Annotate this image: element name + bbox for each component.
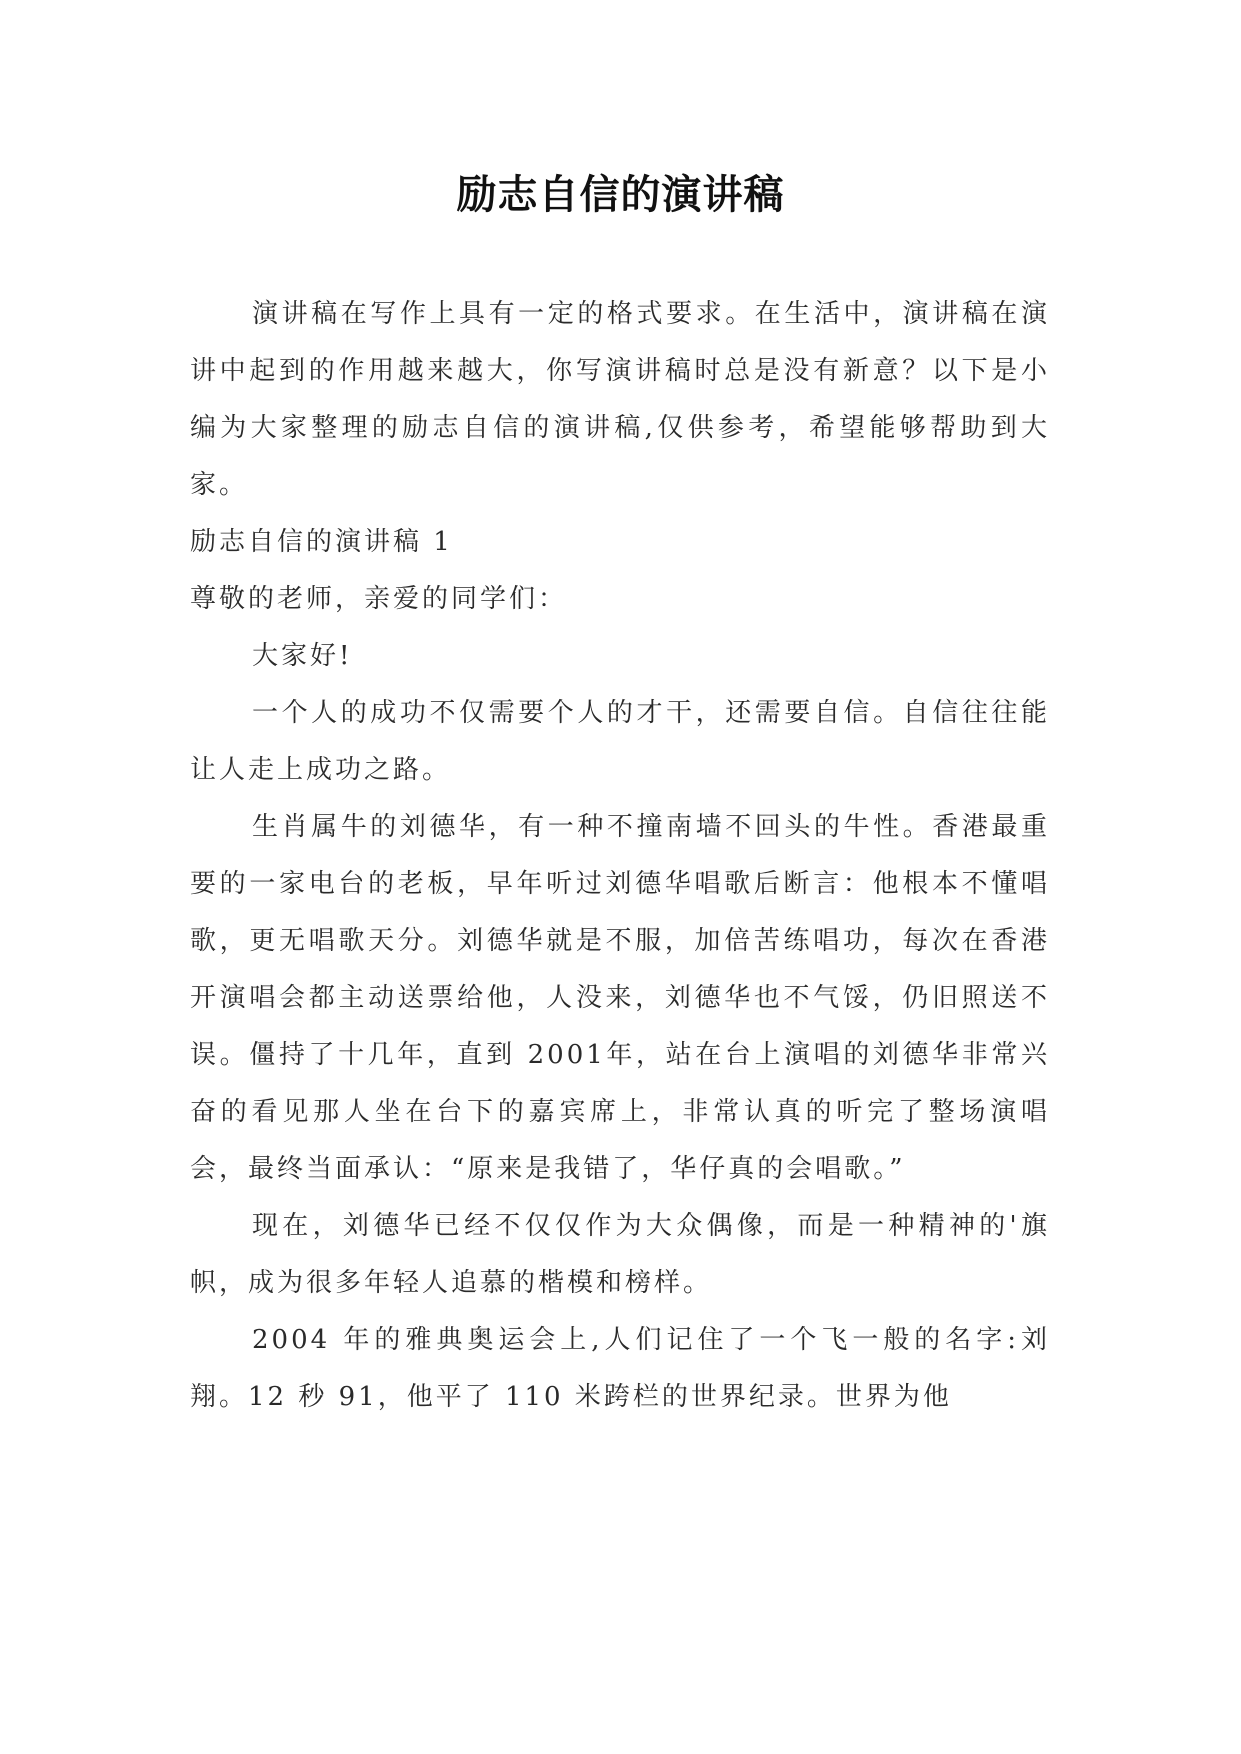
greeting: 大家好! [252,641,353,671]
intro-paragraph: 演讲稿在写作上具有一定的格式要求。在生活中，演讲稿在演讲中起到的作用越来越大，你写演讲稿时总是没有新意？以下是小编为大家整理的励志自信的演讲稿,仅供参考，希望能够帮助到大家。 [190,299,1050,500]
body-paragraph-1: 一个人的成功不仅需要个人的才干，还需要自信。自信往往能让人走上成功之路。 [190,698,1050,785]
body-paragraph-3: 现在，刘德华已经不仅仅作为大众偶像，而是一种精神的'旗帜，成为很多年轻人追慕的楷模和榜样。 [190,1211,1050,1298]
body-paragraph-4: 2004 年的雅典奥运会上,人们记住了一个飞一般的名字:刘翔。12 秒 91，他平了 110 米跨栏的世界纪录。世界为他 [190,1325,1050,1412]
body-paragraph-2: 生肖属牛的刘德华，有一种不撞南墙不回头的牛性。香港最重要的一家电台的老板，早年听过刘德华唱歌后断言：他根本不懂唱歌，更无唱歌天分。刘德华就是不服，加倍苦练唱功，每次在香港开演唱会都主动送票给他，人没来，刘德华也不气馁，仍旧照送不误。僵持了十几年，直到 2001年，站在台上演唱的刘德华非常兴奋的看见那人坐在台下的嘉宾席上，非常认真的听完了整场演唱会，最终当面承认：“原来是我错了，华仔真的会唱歌。” [190,812,1050,1184]
salutation: 尊敬的老师，亲爱的同学们： [190,584,568,614]
document-title: 励志自信的演讲稿 [456,171,785,218]
section-heading: 励志自信的演讲稿 1 [190,527,453,557]
